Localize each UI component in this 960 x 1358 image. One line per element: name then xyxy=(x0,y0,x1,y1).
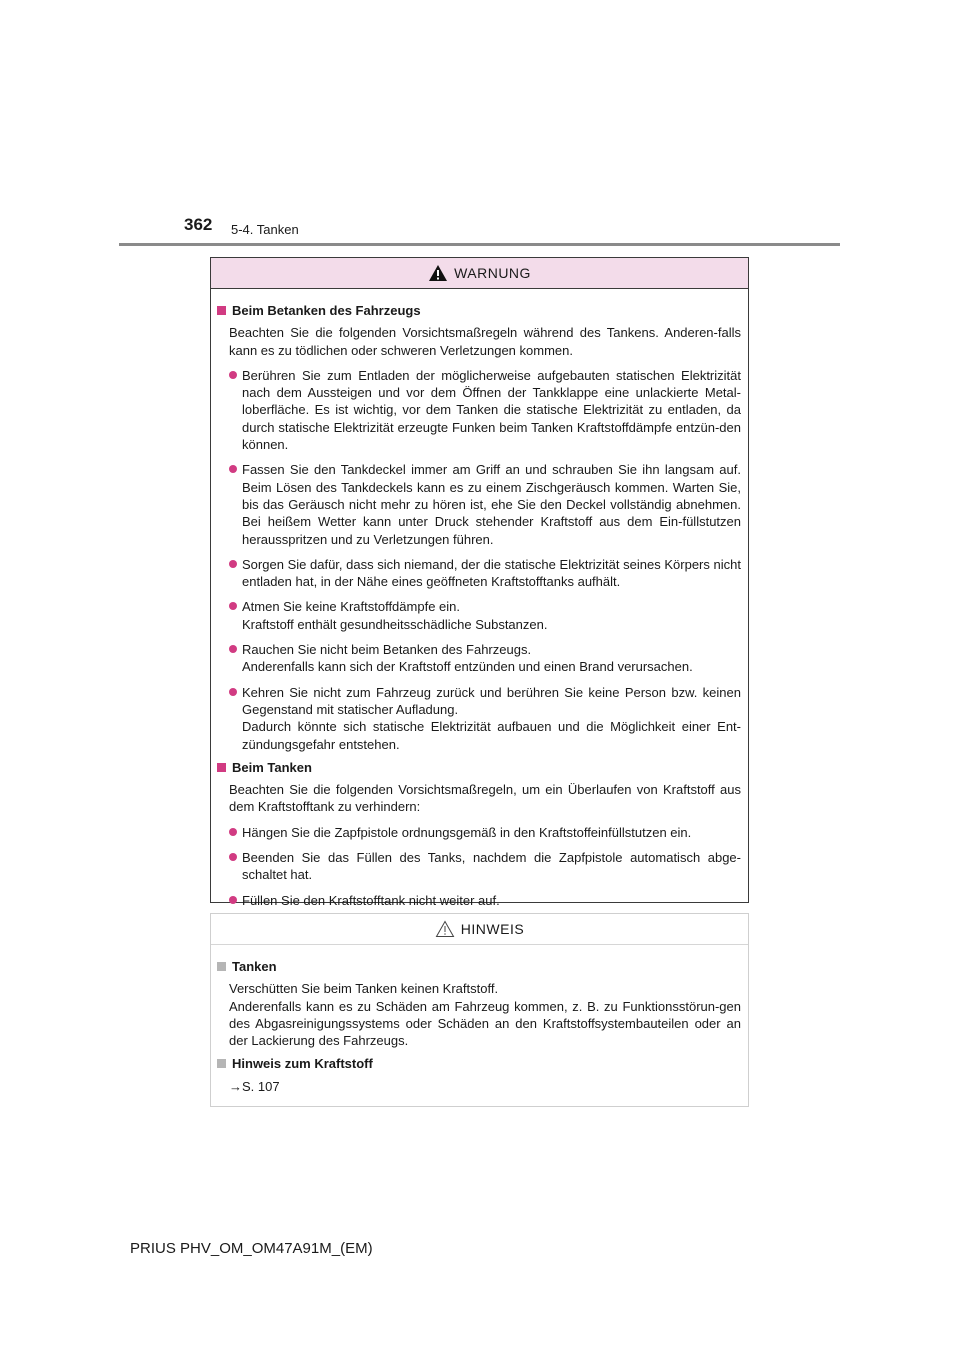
list-item: Rauchen Sie nicht beim Betanken des Fahrzeugs. Anderenfalls kann sich der Kraftstoff entzünden und einen Brand verursachen. xyxy=(229,641,741,676)
square-bullet-icon xyxy=(217,962,226,971)
list-item: Hängen Sie die Zapfpistole ordnungsgemäß in den Kraftstoffeinfüllstutzen ein. xyxy=(229,824,741,841)
round-bullet-icon xyxy=(229,688,237,696)
list-item: Sorgen Sie dafür, dass sich niemand, der die statische Elektrizität seines Körpers nicht entladen hat, in der Nähe eines geöffneten Kraftstofftanks aufhält. xyxy=(229,556,741,591)
round-bullet-icon xyxy=(229,896,237,904)
caution-triangle-icon xyxy=(435,920,455,938)
warning-section-intro: Beachten Sie die folgenden Vorsichtsmaßregeln während des Tankens. Anderen-falls kann es zu tödlichen oder schweren Verletzungen kommen. xyxy=(229,325,741,358)
notice-section-heading: Hinweis zum Kraftstoff xyxy=(217,1055,741,1072)
round-bullet-icon xyxy=(229,602,237,610)
list-item: Beenden Sie das Füllen des Tanks, nachdem die Zapfpistole automatisch abge-schaltet hat. xyxy=(229,849,741,884)
notice-body xyxy=(211,945,748,1095)
warning-body xyxy=(211,289,748,909)
round-bullet-icon xyxy=(229,645,237,653)
list-item: Fassen Sie den Tankdeckel immer am Griff an und schrauben Sie ihn langsam auf. Beim Lösen des Tankdeckels kann es zu einem Zischgeräusch kommen. Warten Sie, bis das Geräusch nicht mehr zu hören ist, ehe Sie den Deckel vollständig abnehmen. Bei heißem Wetter kann unter Druck stehender Kraftstoff aus dem Ein-füllstutzen herausspritzen und zu Verletzungen führen. xyxy=(229,461,741,547)
warning-header xyxy=(211,258,748,289)
page-number: 362 xyxy=(184,215,213,234)
warning-section-heading: Beim Betanken des Fahrzeugs xyxy=(217,302,741,319)
list-item: Berühren Sie zum Entladen der möglicherweise aufgebauten statischen Elektrizität nach dem Aussteigen und vor dem Öffnen der Tankklappe eine unlackierte Metal-loberfläche. Es ist wichtig, vor dem Tanken die statische Elektrizität zu entladen, da durch statische Elektrizität erzeugte Funken beim Tanken Kraftstoffdämpfe entzün-den können. xyxy=(229,367,741,453)
round-bullet-icon xyxy=(229,828,237,836)
warning-triangle-icon xyxy=(428,264,448,282)
notice-box xyxy=(210,913,749,1107)
square-bullet-icon xyxy=(217,306,226,315)
round-bullet-icon xyxy=(229,371,237,379)
warning-box xyxy=(210,257,749,908)
warning-section-heading: Beim Tanken xyxy=(217,759,741,776)
notice-section-heading: Tanken xyxy=(217,958,741,975)
notice-header xyxy=(211,914,748,945)
notice-section-text: Verschütten Sie beim Tanken keinen Kraftstoff. Anderenfalls kann es zu Schäden am Fahrzeug kommen, z. B. zu Funktionsstörun-gen des Abgasreinigungssystems oder Schäden an den Kraftstoffsystembauteilen oder an der Lackierung des Fahrzeugs. xyxy=(229,981,741,1049)
warning-section-intro: Beachten Sie die folgenden Vorsichtsmaßregeln, um ein Überlaufen von Kraftstoff aus dem Kraftstofftank zu verhindern: xyxy=(229,782,741,815)
section-title: 5-4. Tanken xyxy=(231,222,299,237)
notice-title: HINWEIS xyxy=(460,921,525,937)
round-bullet-icon xyxy=(229,560,237,568)
list-item: Füllen Sie den Kraftstofftank nicht weiter auf. xyxy=(229,892,741,909)
warning-title: WARNUNG xyxy=(454,265,531,281)
page-reference: →S. 107 xyxy=(229,1078,280,1094)
round-bullet-icon xyxy=(229,465,237,473)
list-item: Kehren Sie nicht zum Fahrzeug zurück und berühren Sie keine Person bzw. keinen Gegenstand mit statischer Aufladung. Dadurch könnte sich statische Elektrizität aufbauen und die Möglichkeit einer Ent-zündungsgefahr entstehen. xyxy=(229,684,741,753)
list-item: Atmen Sie keine Kraftstoffdämpfe ein. Kraftstoff enthält gesundheitsschädliche Substanzen. xyxy=(229,598,741,633)
square-bullet-icon xyxy=(217,763,226,772)
document-id: PRIUS PHV_OM_OM47A91M_(EM) xyxy=(130,1240,373,1257)
square-bullet-icon xyxy=(217,1059,226,1068)
header-rule xyxy=(119,243,840,246)
round-bullet-icon xyxy=(229,853,237,861)
